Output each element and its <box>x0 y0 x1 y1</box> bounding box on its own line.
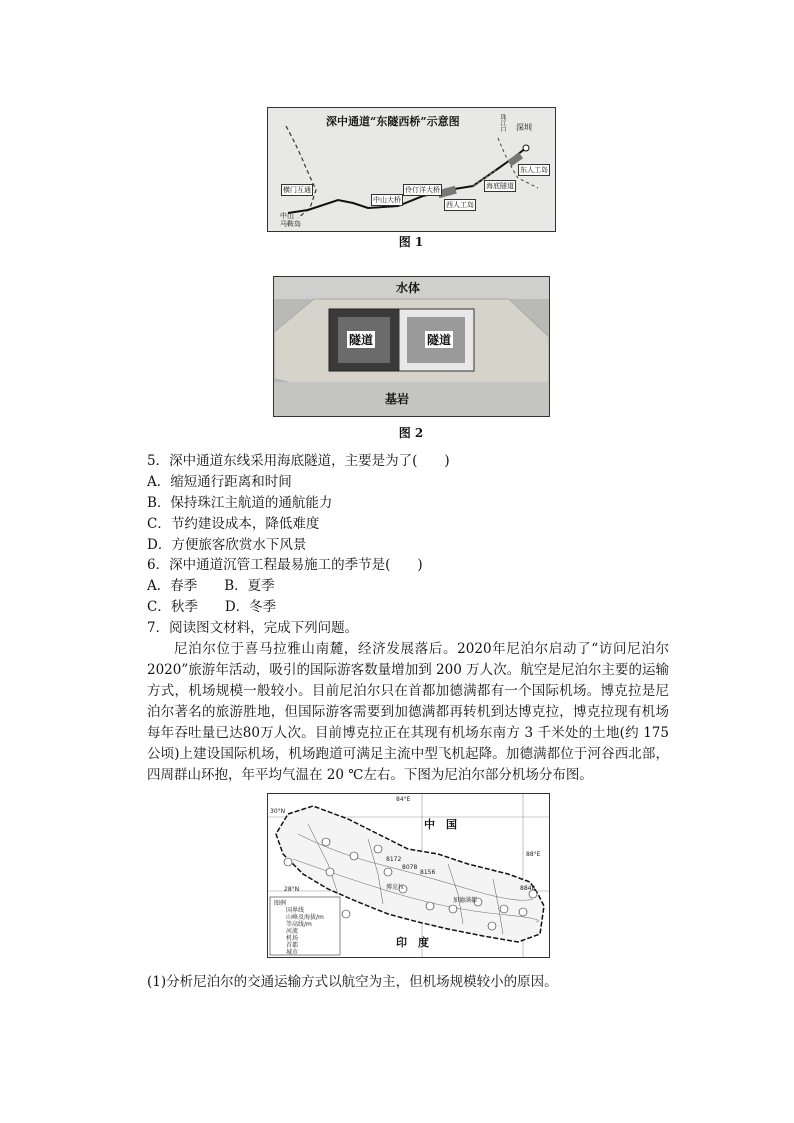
legend-item-river: 河流 <box>286 928 299 935</box>
map-label-pokhara: 博克拉 <box>386 884 405 891</box>
legend-item-airport: 机场 <box>286 935 299 942</box>
map-label-kathmandu: 加德满都 <box>453 897 478 904</box>
map-label-peak4: 8848 <box>520 885 536 892</box>
question-7-sub-1: (1)分析尼泊尔的交通运输方式以航空为主，但机场规模较小的原因。 <box>147 974 558 990</box>
figure-1-map <box>267 107 556 232</box>
label-zhongshan-bridge: 中山大桥 <box>373 196 401 204</box>
map-label-lon84: 84°E <box>396 796 411 803</box>
question-6-options-ab: A．春季 B．夏季 <box>147 578 275 594</box>
figure-1-caption: 图 1 <box>398 235 424 249</box>
label-bedrock: 基岩 <box>385 392 410 406</box>
label-lingdingyang: 伶仃洋大桥 <box>405 186 440 194</box>
nepal-map-graphic <box>268 794 549 957</box>
coastline-west <box>286 126 316 218</box>
figure-1-title: 深中通道“东隧西桥”示意图 <box>326 115 460 128</box>
label-shenzhen: 深圳 <box>516 123 532 132</box>
shenzhen-node <box>523 145 529 151</box>
figure-2-caption: 图 2 <box>398 426 424 440</box>
label-west-island: 西人工岛 <box>446 201 474 209</box>
nepal-airport-map <box>267 793 550 958</box>
question-7-material: 尼泊尔位于喜马拉雅山南麓，经济发展落后。2020年尼泊尔启动了“访问尼泊尔 2020”旅游年活动，吸引的国际游客数量增加到 200 万人次。航空是尼泊尔主要的运输方式，机场规模一般较小。目前尼泊尔只在首都加德满都有一个国际机场。博克拉是尼泊尔著名的旅游胜地，但国际游客需要到加德满都再转机到达博克拉，博克拉现有机场每年吞吐量已达80万人次。目前博克拉正在其现有机场东南方 3 千米处的土地(约 175 公顷)上建设国际机场，机场跑道可满足主流中型飞机起降。加德满都位于河谷西北部，四周群山环抱，年平均气温在 20 ℃左右。下图为尼泊尔部分机场分布图。 <box>147 641 669 783</box>
label-hengmen: 横门互通 <box>283 186 311 194</box>
figure-1-graphic <box>268 108 555 231</box>
question-5-option-d: D．方便旅客欣赏水下风景 <box>147 537 307 553</box>
question-7: 7．阅读图文材料，完成下列问题。 <box>147 620 359 636</box>
label-zhongshan: 中山 马鞍岛 <box>280 212 301 228</box>
map-label-lat28: 28°N <box>284 886 300 893</box>
map-label-india: 印 度 <box>396 936 429 949</box>
map-label-peak3: 8156 <box>420 869 436 876</box>
question-5-option-c: C．节约建设成本，降低难度 <box>147 516 320 532</box>
label-tunnel-right: 隧道 <box>427 333 452 347</box>
map-label-lat30: 30°N <box>270 808 286 815</box>
label-water: 水体 <box>396 281 421 295</box>
figure-2-graphic <box>274 277 549 416</box>
map-label-peak1: 8172 <box>386 856 402 863</box>
label-haidi: 海底隧道 <box>486 182 514 190</box>
question-5-option-a: A．缩短通行距离和时间 <box>147 474 292 490</box>
label-tunnel-left: 隧道 <box>349 333 374 347</box>
question-5-option-b: B．保持珠江主航道的通航能力 <box>147 495 333 511</box>
map-label-peak2: 8078 <box>402 864 418 871</box>
legend-item-peak: 山峰及海拔/m <box>286 914 324 921</box>
map-label-lon88: 88°E <box>526 851 541 858</box>
legend-item-contour: 等高线/m <box>286 921 312 928</box>
map-label-china: 中 国 <box>424 818 457 831</box>
legend-item-border: 国界线 <box>286 907 305 914</box>
legend-item-city: 城市 <box>286 949 299 956</box>
legend-title: 图例 <box>274 900 287 907</box>
label-east-island: 东人工岛 <box>520 166 548 174</box>
label-pearl: 珠江口 <box>499 114 506 132</box>
question-6: 6．深中通道沉管工程最易施工的季节是( ) <box>147 557 423 573</box>
question-5: 5．深中通道东线采用海底隧道，主要是为了( ) <box>147 453 450 469</box>
legend-item-capital: 首都 <box>286 942 299 949</box>
question-6-options-cd: C．秋季 D．冬季 <box>147 599 277 615</box>
figure-2-tunnel-cross-section <box>273 276 550 417</box>
